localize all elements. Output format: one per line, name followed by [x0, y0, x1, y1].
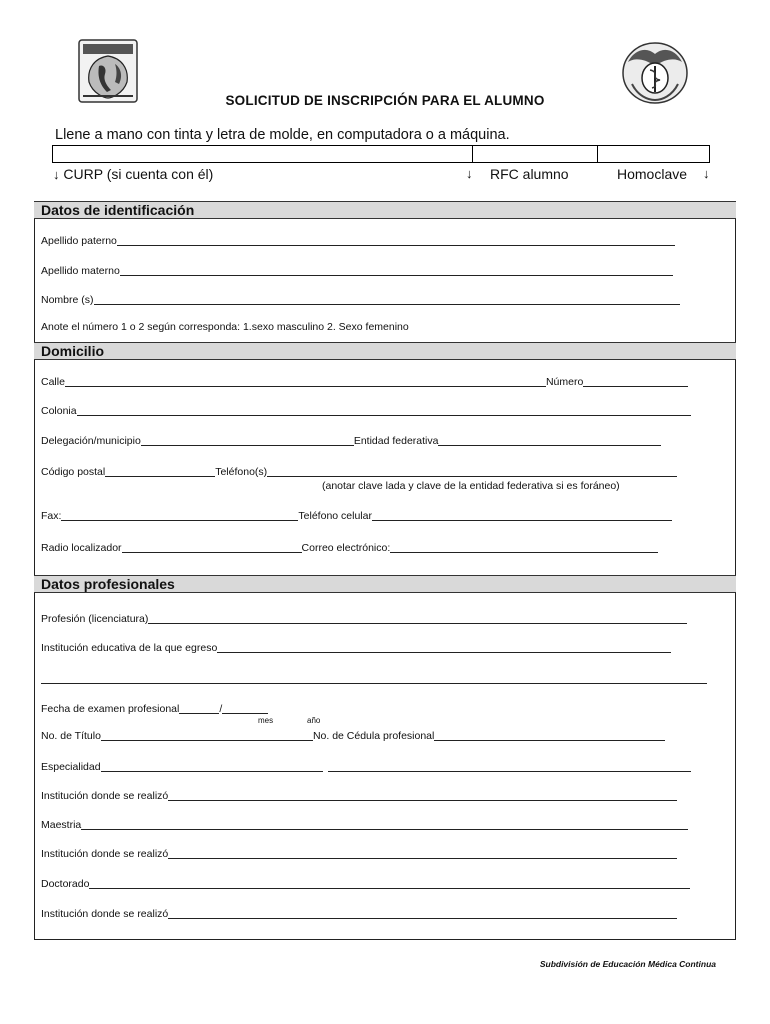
- down-arrow-icon: ↓: [703, 166, 710, 181]
- homoclave-label: Homoclave: [617, 166, 688, 182]
- section-identificacion-header: Datos de identificación: [34, 201, 736, 219]
- fecha-examen-field[interactable]: Fecha de examen profesional /: [41, 702, 268, 715]
- institucion-egreso-field[interactable]: Institución educativa de la que egreso: [41, 641, 671, 654]
- mes-label: mes: [258, 716, 274, 725]
- footer-text: Subdivisión de Educación Médica Continua: [539, 959, 716, 969]
- fax-field[interactable]: Fax: Teléfono celular: [41, 509, 672, 522]
- calle-field[interactable]: Calle Número: [41, 375, 688, 388]
- institucion-maestria-field[interactable]: Institución donde se realizó: [41, 847, 677, 860]
- apellido-materno-field[interactable]: Apellido materno: [41, 264, 673, 277]
- profesion-field[interactable]: Profesión (licenciatura): [41, 612, 687, 625]
- id-boxes: [52, 145, 710, 163]
- date-separator: /: [219, 703, 223, 715]
- delegacion-field[interactable]: Delegación/municipio Entidad federativa: [41, 434, 661, 447]
- celular-label: Teléfono celular: [298, 510, 372, 522]
- rfc-label: RFC alumno: [490, 166, 569, 182]
- telefono-label: Teléfono(s): [215, 466, 268, 478]
- down-arrow-icon: ↓: [53, 167, 60, 182]
- page-title: SOLICITUD DE INSCRIPCIÓN PARA EL ALUMNO: [225, 93, 545, 108]
- section-profesionales-header: Datos profesionales: [34, 575, 736, 593]
- radio-field[interactable]: Radio localizador Correo electrónico:: [41, 541, 658, 554]
- colonia-field[interactable]: Colonia: [41, 404, 691, 417]
- maestria-field[interactable]: Maestria: [41, 818, 688, 831]
- codigo-postal-field[interactable]: Código postal Teléfono(s): [41, 465, 677, 478]
- institucion-egreso-field-2[interactable]: [41, 672, 707, 685]
- doctorado-field[interactable]: Doctorado: [41, 877, 690, 890]
- anio-label: año: [307, 716, 321, 725]
- nombre-field[interactable]: Nombre (s): [41, 293, 680, 306]
- institucion-doctorado-field[interactable]: Institución donde se realizó: [41, 907, 677, 920]
- section-domicilio-header: Domicilio: [34, 342, 736, 360]
- correo-label: Correo electrónico:: [301, 542, 391, 554]
- telefono-note: (anotar clave lada y clave de la entidad federativa si es foráneo): [322, 480, 620, 492]
- titulo-field[interactable]: No. de Título No. de Cédula profesional: [41, 729, 665, 742]
- down-arrow-icon: ↓: [466, 166, 473, 181]
- apellido-paterno-field[interactable]: Apellido paterno: [41, 234, 675, 247]
- curp-label: ↓ CURP (si cuenta con él): [53, 166, 214, 182]
- institucion-especialidad-field[interactable]: Institución donde se realizó: [41, 789, 677, 802]
- instructions-text: Llene a mano con tinta y letra de molde, en computadora o a máquina.: [55, 127, 510, 143]
- entidad-label: Entidad federativa: [353, 435, 439, 447]
- cedula-label: No. de Cédula profesional: [312, 730, 435, 742]
- sexo-instruction: Anote el número 1 o 2 según corresponda: 1.sexo masculino 2. Sexo femenino: [41, 321, 409, 333]
- especialidad-field[interactable]: Especialidad: [41, 760, 691, 773]
- numero-label: Número: [545, 376, 584, 388]
